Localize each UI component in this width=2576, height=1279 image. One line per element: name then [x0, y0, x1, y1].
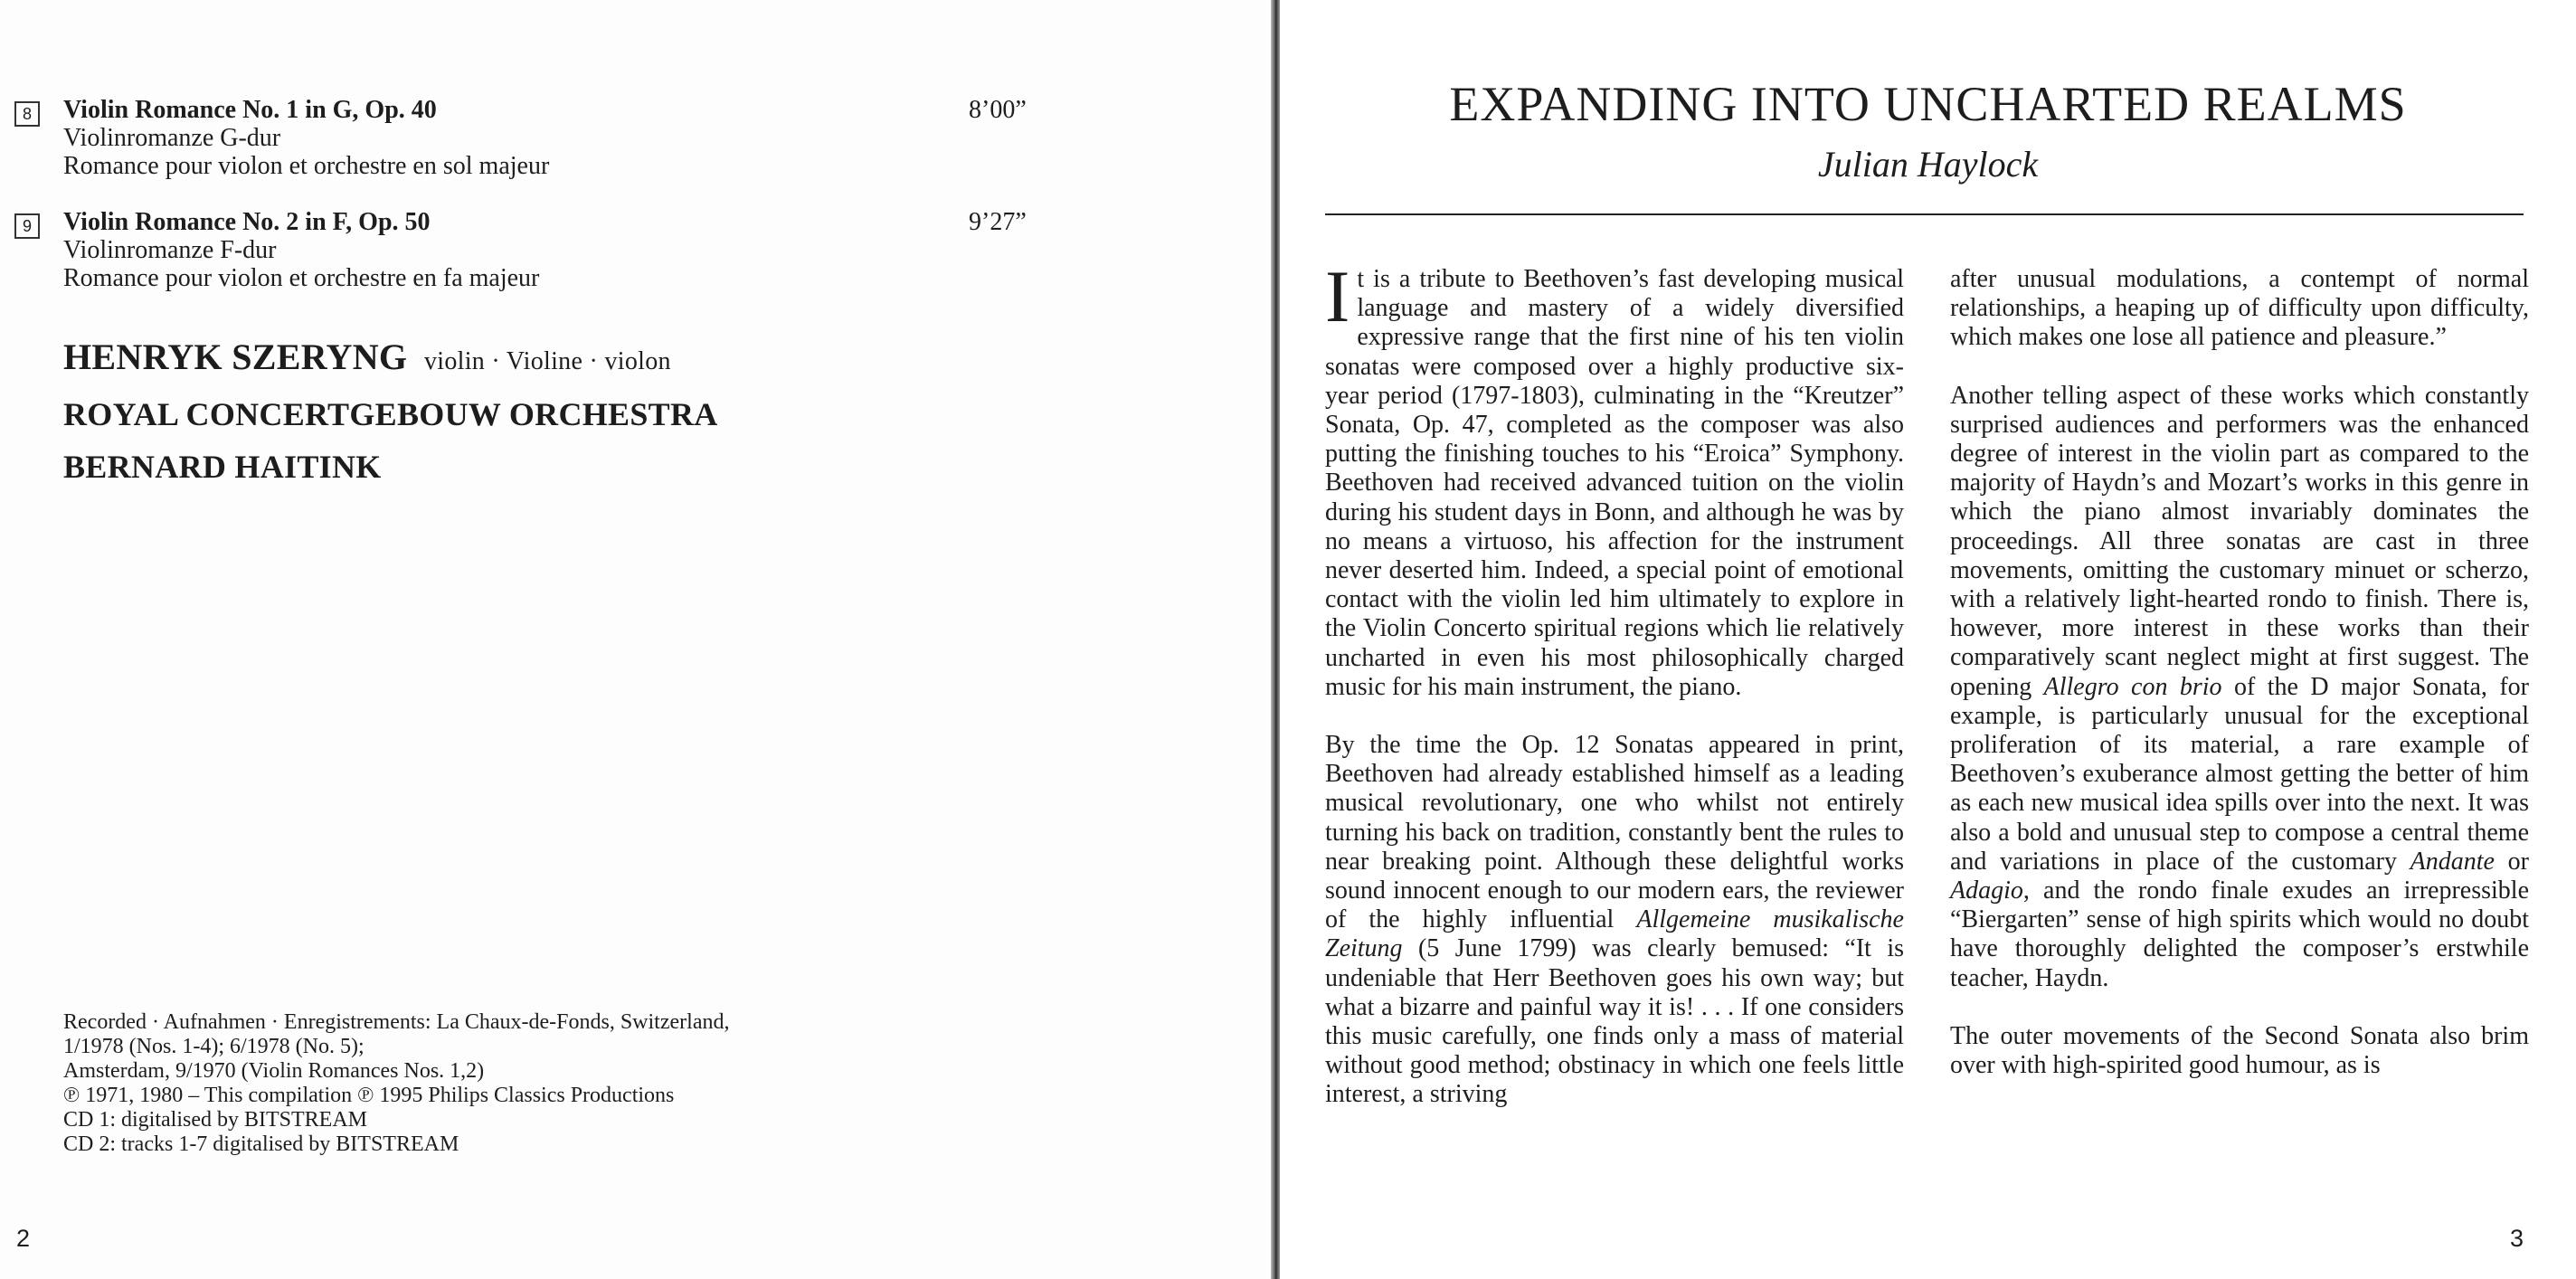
soloist-line — [63, 331, 968, 388]
track-text — [63, 96, 549, 180]
digitalisation-line: CD 1: digitalised by BITSTREAM — [63, 1108, 367, 1132]
track-text — [63, 208, 539, 292]
orchestra-name: ROYAL CONCERTGEBOUW ORCHESTRA — [63, 396, 718, 432]
recording-line: 1/1978 (Nos. 1-4); 6/1978 (No. 5); — [63, 1035, 365, 1058]
digitalisation-line: CD 2: tracks 1-7 digitalised by BITSTREAM — [63, 1132, 459, 1156]
italic-term: Allegro con brio — [2043, 672, 2222, 701]
right-page — [1280, 0, 2576, 1279]
paragraph: The outer movements of the Second Sonata also brim over with high-spirited good humour, as is — [1950, 1021, 2529, 1080]
track-duration: 9’27” — [969, 208, 1027, 236]
track-title: Violin Romance No. 2 in F, Op. 50 — [63, 208, 431, 236]
paragraph-text: or — [2494, 847, 2529, 876]
track-number-badge: 9 — [14, 213, 40, 239]
paragraph-text: t is a tribute to Beethoven’s fast developing musical language and mastery of a widely diversified expressive range that the first nine of his ten violin sonatas were composed over a highly productive six-year period (1797-1803), culminating in the “Kreutzer” Sonata, Op. 47, completed as the composer was also putting the finishing touches to his “Eroica” Symphony. Beethoven had received advanced tuition on the violin during his student days in Bonn, and although he was by no means a virtuoso, his affection for the instrument never deserted him. Indeed, a special point of emotional contact with the violin led him ultimately to explore in the Violin Concerto spiritual regions which lie relatively uncharted in even his most philosophically charged music for his main instrument, the piano. — [1325, 265, 1904, 701]
soloist-role: violin · Violine · violon — [423, 347, 671, 375]
paragraph-text: By the time the Op. 12 Sonatas appeared in print, Beethoven had already established himself as a leading musical revolutionary, one who whilst not entirely turning his back on tradition, constantly bent the rules to near breaking point. Although these delightful works sound innocent enough to our modern ears, the reviewer of the highly influential — [1325, 731, 1904, 934]
italic-title: Allgemeine musikalische Zeitung — [1325, 905, 1904, 963]
page-number-right: 3 — [2510, 1225, 2524, 1252]
track-title-french: Romance pour violon et orchestre en fa majeur — [63, 264, 540, 292]
conductor-name: BERNARD HAITINK — [63, 449, 382, 485]
italic-term: Andante — [2410, 847, 2495, 876]
soloist-name: HENRYK SZERYNG — [63, 336, 408, 377]
text-column-1 — [1325, 255, 1904, 1139]
italic-term: Adagio — [1950, 876, 2023, 905]
copyright-line: ℗ 1971, 1980 – This compilation ℗ 1995 Philips Classics Productions — [63, 1084, 675, 1107]
left-page — [0, 0, 1271, 1279]
paragraph — [1325, 731, 1904, 1110]
performers-block — [63, 331, 968, 493]
book-gutter — [1271, 0, 1280, 1279]
track-title-german: Violinromanze F-dur — [63, 236, 277, 264]
drop-cap: I — [1325, 255, 1350, 337]
paragraph: after unusual modulations, a contempt of normal relationships, a heaping up of difficulty upon difficulty, which makes one lose all patience and pleasure.” — [1950, 265, 2529, 352]
paragraph-text: (5 June 1799) was clearly bemused: “It is undeniable that Herr Beethoven goes his own way; but what a bizarre and painful way it is! . . . If one considers this music carefully, one finds only a mass of material without good method; obstinacy in which one feels little interest, a striving — [1325, 934, 1904, 1109]
recording-credits — [63, 1010, 968, 1157]
title-divider — [1325, 213, 2524, 215]
track-number-badge: 8 — [14, 101, 40, 127]
paragraph-text: of the D major Sonata, for example, is particularly unusual for the exceptional proliferation of its material, a rare example of Beethoven’s exuberance almost getting the better of him as each new musical idea spills over into the next. It was also a bold and unusual step to compose a central theme and variations in place of the customary — [1950, 672, 2529, 876]
paragraph-text: Another telling aspect of these works which constantly surprised audiences and performers was the enhanced degree of interest in the violin part as compared to the majority of Haydn’s and Mozart’s works in this genre in which the piano almost invariably dominates the proceedings. All three sonatas are cast in three movements, omitting the customary minuet or scherzo, with a relatively light-hearted rondo to finish. There is, however, more interest in these works than their comparatively scant neglect might at first suggest. The opening — [1950, 381, 2529, 701]
text-column-2 — [1950, 265, 2529, 1109]
essay-title: EXPANDING INTO UNCHARTED REALMS — [1449, 77, 2407, 131]
track-title-french: Romance pour violon et orchestre en sol majeur — [63, 152, 550, 180]
track-title: Violin Romance No. 1 in G, Op. 40 — [63, 96, 437, 124]
page-number-left: 2 — [16, 1225, 31, 1252]
paragraph-text: , and the rondo finale exudes an irrepressible “Biergarten” sense of high spirits which would no doubt have thoroughly delighted the composer’s erstwhile teacher, Haydn. — [1950, 876, 2529, 992]
track-title-german: Violinromanze G-dur — [63, 124, 281, 152]
paragraph — [1325, 255, 1904, 702]
essay-author: Julian Haylock — [1817, 144, 2039, 185]
track-duration: 8’00” — [969, 96, 1027, 124]
recording-line: Amsterdam, 9/1970 (Violin Romances Nos. 1,2) — [63, 1059, 485, 1083]
recording-line: Recorded · Aufnahmen · Enregistrements: La Chaux-de-Fonds, Switzerland, — [63, 1010, 730, 1034]
paragraph — [1950, 382, 2529, 993]
